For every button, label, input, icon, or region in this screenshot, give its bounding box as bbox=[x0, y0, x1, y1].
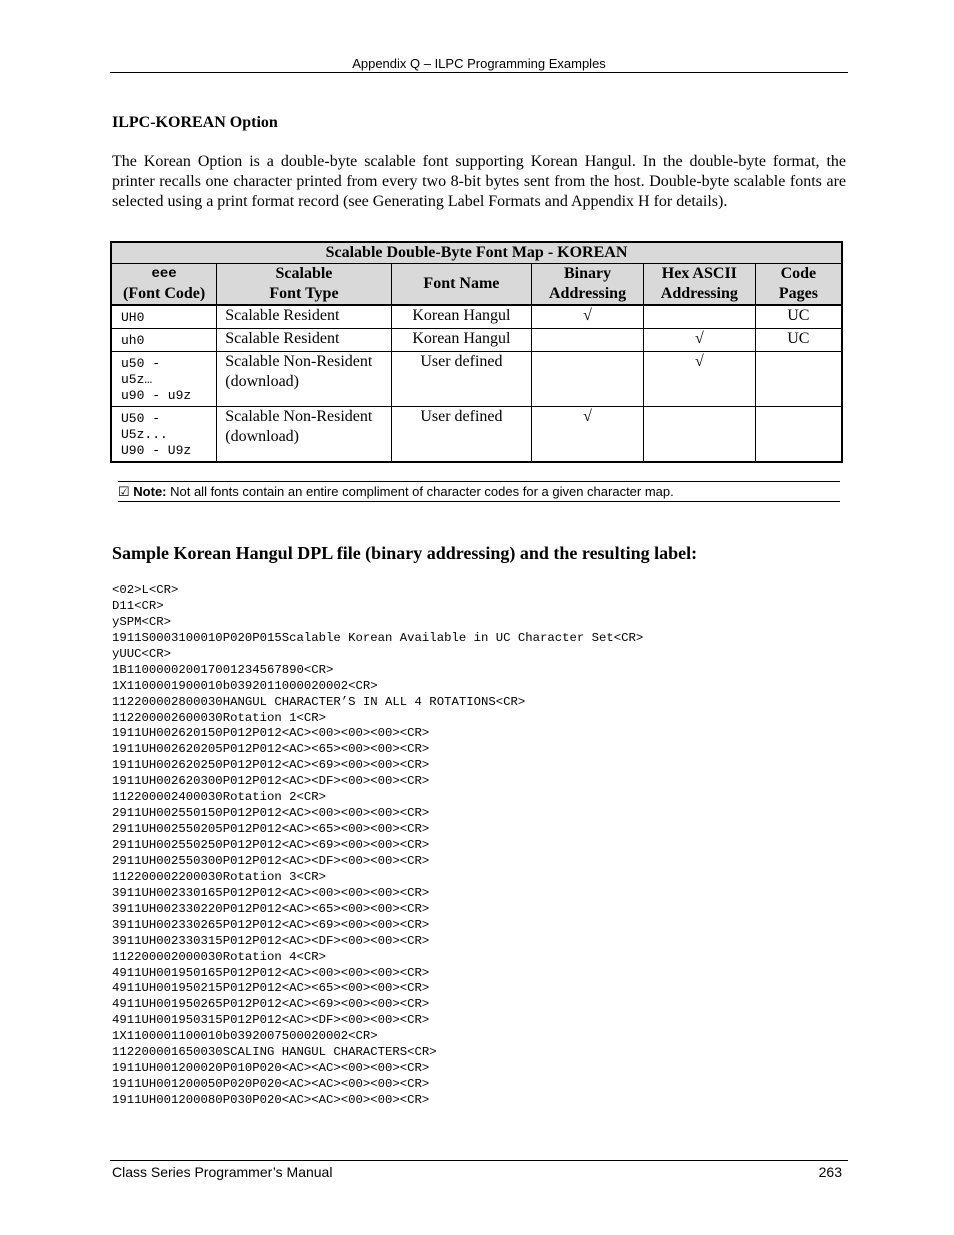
font-type-cell: Scalable Resident bbox=[217, 305, 391, 329]
binary-addressing-cell bbox=[532, 352, 644, 407]
hex-addressing-cell: √ bbox=[643, 329, 755, 352]
header-font-name: Font Name bbox=[391, 264, 531, 306]
hex-addressing-cell bbox=[643, 305, 755, 329]
footer-manual-title: Class Series Programmer’s Manual bbox=[112, 1164, 333, 1180]
code-line: ySPM<CR> bbox=[112, 614, 172, 629]
code-line: 1B110000020017001234567890<CR> bbox=[112, 662, 334, 677]
hex-addressing-cell bbox=[643, 407, 755, 463]
code-line: 112200001650030SCALING HANGUL CHARACTERS<CR> bbox=[112, 1045, 437, 1060]
code-line: 3911UH002330220P012P012<AC><65><00><00><CR> bbox=[112, 901, 430, 916]
code-line: 112200002400030Rotation 2<CR> bbox=[112, 790, 327, 805]
header-code-pages: Code Pages bbox=[755, 264, 842, 306]
font-name-cell: User defined bbox=[391, 352, 531, 407]
binary-addressing-cell: √ bbox=[532, 407, 644, 463]
font-code-cell: uh0 bbox=[111, 329, 217, 352]
header-hex-addressing: Hex ASCII Addressing bbox=[643, 264, 755, 306]
hex-addressing-cell: √ bbox=[643, 352, 755, 407]
code-line: <02>L<CR> bbox=[112, 583, 179, 597]
code-line: 112200002600030Rotation 1<CR> bbox=[112, 710, 327, 725]
code-line: 4911UH001950165P012P012<AC><00><00><00><CR> bbox=[112, 965, 430, 980]
header-font-type: Scalable Font Type bbox=[217, 264, 391, 306]
code-line: 4911UH001950315P012P012<AC><DF><00><00><CR> bbox=[112, 1013, 430, 1028]
font-type-cell: Scalable Non-Resident (download) bbox=[217, 407, 391, 463]
font-name-cell: Korean Hangul bbox=[391, 329, 531, 352]
font-type-cell: Scalable Non-Resident (download) bbox=[217, 352, 391, 407]
binary-addressing-cell bbox=[532, 329, 644, 352]
code-line: 1911UH001200020P010P020<AC><AC><00><00><CR> bbox=[112, 1061, 430, 1076]
page-number: 263 bbox=[818, 1164, 842, 1180]
code-line: 112200002000030Rotation 4<CR> bbox=[112, 949, 327, 964]
font-name-cell: Korean Hangul bbox=[391, 305, 531, 329]
code-line: 1911UH002620300P012P012<AC><DF><00><00><CR> bbox=[112, 774, 430, 789]
code-pages-cell bbox=[755, 407, 842, 463]
code-line: 4911UH001950265P012P012<AC><69><00><00><CR> bbox=[112, 997, 430, 1012]
font-code-cell: UH0 bbox=[111, 305, 217, 329]
code-line: 1X1100001100010b0392007500020002<CR> bbox=[112, 1029, 378, 1044]
font-name-cell: User defined bbox=[391, 407, 531, 463]
code-line: 1911S0003100010P020P015Scalable Korean Available in UC Character Set<CR> bbox=[112, 630, 644, 645]
header-binary-addressing: Binary Addressing bbox=[532, 264, 644, 306]
code-line: 1X1100001900010b0392011000020002<CR> bbox=[112, 678, 378, 693]
code-line: 1911UH001200050P020P020<AC><AC><00><00><CR> bbox=[112, 1077, 430, 1092]
code-pages-cell: UC bbox=[755, 329, 842, 352]
font-type-cell: Scalable Resident bbox=[217, 329, 391, 352]
code-line: 2911UH002550150P012P012<AC><00><00><00><CR> bbox=[112, 806, 430, 821]
code-line: 112200002200030Rotation 3<CR> bbox=[112, 869, 327, 884]
code-line: 2911UH002550300P012P012<AC><DF><00><00><CR> bbox=[112, 853, 430, 868]
font-code-cell: U50 - U5z... U90 - U9z bbox=[111, 407, 217, 463]
code-line: 1911UH002620150P012P012<AC><00><00><00><CR> bbox=[112, 726, 430, 741]
note-text: Not all fonts contain an entire compliment of character codes for a given character map. bbox=[166, 484, 674, 499]
section-title: ILPC-KOREAN Option bbox=[112, 114, 278, 131]
code-line: 3911UH002330315P012P012<AC><DF><00><00><CR> bbox=[112, 933, 430, 948]
code-line: 4911UH001950215P012P012<AC><65><00><00><CR> bbox=[112, 981, 430, 996]
page-footer bbox=[110, 1160, 848, 1180]
table-row bbox=[111, 305, 842, 329]
note-box bbox=[118, 481, 840, 502]
code-line: 2911UH002550250P012P012<AC><69><00><00><CR> bbox=[112, 838, 430, 852]
sample-title: Sample Korean Hangul DPL file (binary addressing) and the resulting label: bbox=[112, 543, 698, 563]
code-line: 3911UH002330265P012P012<AC><69><00><00><CR> bbox=[112, 917, 430, 932]
intro-paragraph: The Korean Option is a double-byte scalable font supporting Korean Hangul. In the double-byte format, the printer recalls one character printed from every two 8-bit bytes sent from the host. Double-byte scalable fonts are selected using a print format record (see Generating Label Formats and Appendix H for details). bbox=[112, 153, 846, 210]
note-label: Note: bbox=[133, 484, 167, 499]
checked-box-icon: ☑ bbox=[118, 484, 130, 499]
code-line: 1911UH001200080P030P020<AC><AC><00><00><CR> bbox=[112, 1093, 430, 1107]
code-line: 1911UH002620205P012P012<AC><65><00><00><CR> bbox=[112, 742, 430, 757]
header-title: Appendix Q – ILPC Programming Examples bbox=[352, 56, 606, 71]
code-line: yUUC<CR> bbox=[112, 646, 172, 661]
code-line: 112200002800030HANGUL CHARACTER’S IN ALL 4 ROTATIONS<CR> bbox=[112, 694, 526, 709]
page-header bbox=[110, 56, 848, 73]
table-row bbox=[111, 329, 842, 352]
table-caption: Scalable Double-Byte Font Map - KOREAN bbox=[111, 242, 842, 264]
code-line: 3911UH002330165P012P012<AC><00><00><00><CR> bbox=[112, 885, 430, 900]
header-font-code: eee (Font Code) bbox=[111, 264, 217, 306]
font-code-cell: u50 - u5z… u90 - u9z bbox=[111, 352, 217, 407]
binary-addressing-cell: √ bbox=[532, 305, 644, 329]
dpl-code-listing bbox=[112, 583, 643, 1109]
code-line: 1911UH002620250P012P012<AC><69><00><00><CR> bbox=[112, 758, 430, 773]
code-line: D11<CR> bbox=[112, 598, 164, 613]
code-pages-cell bbox=[755, 352, 842, 407]
table-row bbox=[111, 352, 842, 407]
code-line: 2911UH002550205P012P012<AC><65><00><00><CR> bbox=[112, 822, 430, 837]
code-pages-cell: UC bbox=[755, 305, 842, 329]
table-row bbox=[111, 407, 842, 463]
font-map-table bbox=[110, 241, 843, 463]
